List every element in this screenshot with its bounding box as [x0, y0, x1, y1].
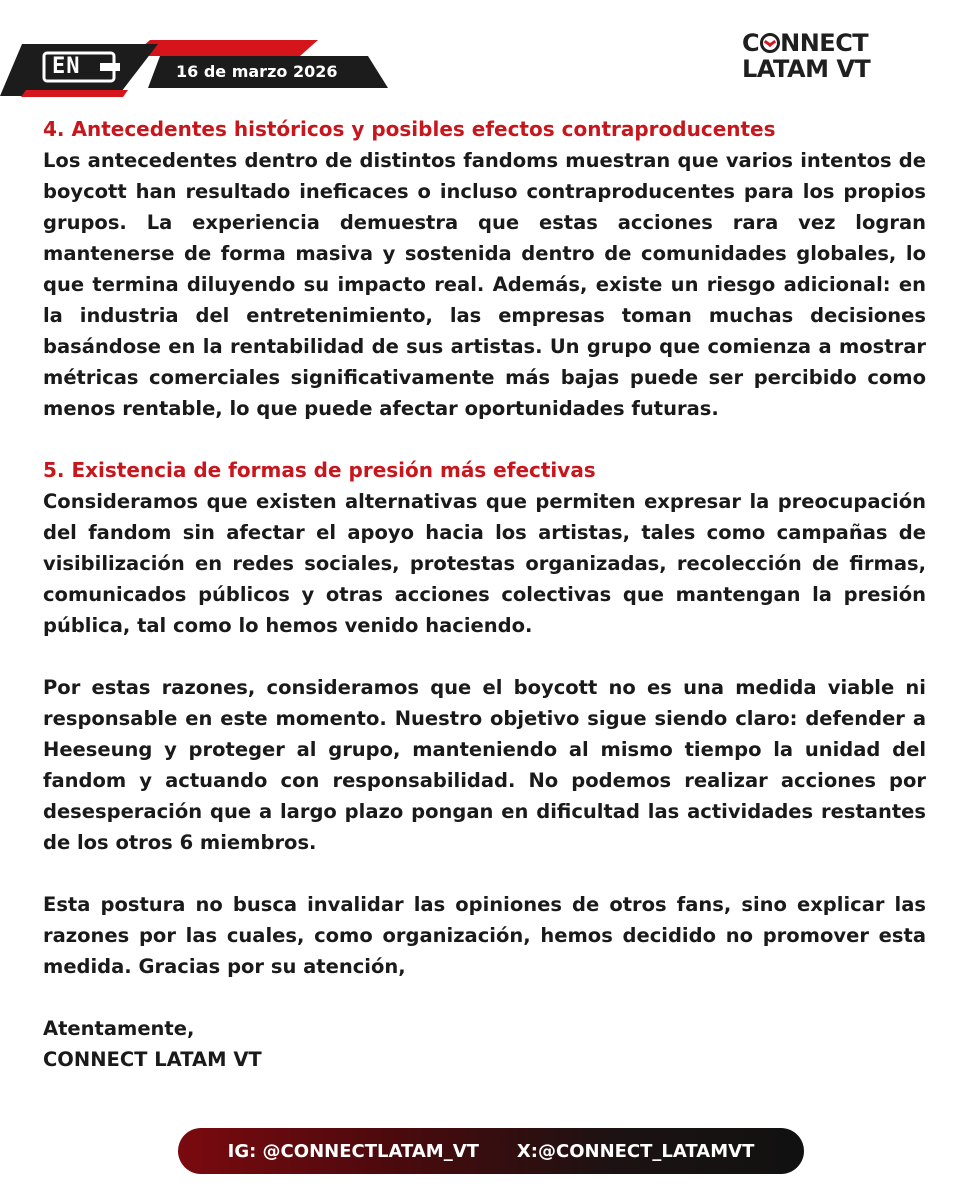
- language-badge: EN: [52, 54, 81, 79]
- link-o-icon: [760, 33, 780, 53]
- section-5-body: Consideramos que existen alternativas que permiten expresar la preocupación del fandom sin afectar el apoyo hacia los artistas, tales como campañas de visibilización en redes sociales, protestas organizadas, recolección de firmas, comunicados públicos y otras acciones colectivas que mantengan la presión pública, tal como lo hemos venido haciendo.: [43, 490, 926, 637]
- x-handle[interactable]: X:@CONNECT_LATAMVT: [516, 1140, 755, 1162]
- spacer: [43, 858, 926, 889]
- date-label: 16 de marzo 2026: [176, 62, 338, 81]
- logo-line-1: [742, 30, 892, 56]
- conclusion-paragraph: Por estas razones, consideramos que el boycott no es una medida viable ni responsable en este momento. Nuestro objetivo sigue siendo claro: defender a Heeseung y proteger al grupo, manteniendo al mismo tiempo la unidad del fandom y actuando con responsabilidad. No podemos realizar acciones por desesperación que a largo plazo pongan en dificultad las actividades restantes de los otros 6 miembros.: [43, 676, 926, 854]
- section-4-title: 4. Antecedentes históricos y posibles efectos contraproducentes: [43, 117, 776, 141]
- document-body: [43, 114, 926, 1075]
- social-handles-bar: [178, 1128, 804, 1174]
- brand-logo: [742, 30, 892, 82]
- spacer: [43, 641, 926, 672]
- section-5-title: 5. Existencia de formas de presión más efectivas: [43, 458, 596, 482]
- closing-paragraph: Esta postura no busca invalidar las opiniones de otros fans, sino explicar las razones por las cuales, como organización, hemos decidido no promover esta medida. Gracias por su atención,: [43, 893, 926, 978]
- logo-line-2: LATAM VT: [742, 55, 871, 83]
- signature: CONNECT LATAM VT: [43, 1048, 262, 1071]
- closing-salutation: Atentamente,: [43, 1017, 195, 1040]
- logo-letter-c: C: [742, 29, 760, 57]
- section-4-body: Los antecedentes dentro de distintos fandoms muestran que varios intentos de boycott han resultado ineficaces o incluso contraproducentes para los propios grupos. La experiencia demuestra que estas acciones rara vez logran mantenerse de forma masiva y sostenida dentro de comunidades globales, lo que termina diluyendo su impacto real. Además, existe un riesgo adicional: en la industria del entretenimiento, las empresas toman muchas decisiones basándose en la rentabilidad de sus artistas. Un grupo que comienza a mostrar métricas comerciales significativamente más bajas puede ser percibido como menos rentable, lo que puede afectar oportunidades futuras.: [43, 149, 926, 420]
- spacer: [43, 424, 926, 455]
- instagram-handle[interactable]: IG: @CONNECTLATAM_VT: [227, 1140, 479, 1162]
- logo-letters-nnect: NNECT: [780, 29, 869, 57]
- header: [0, 0, 960, 110]
- spacer: [43, 982, 926, 1013]
